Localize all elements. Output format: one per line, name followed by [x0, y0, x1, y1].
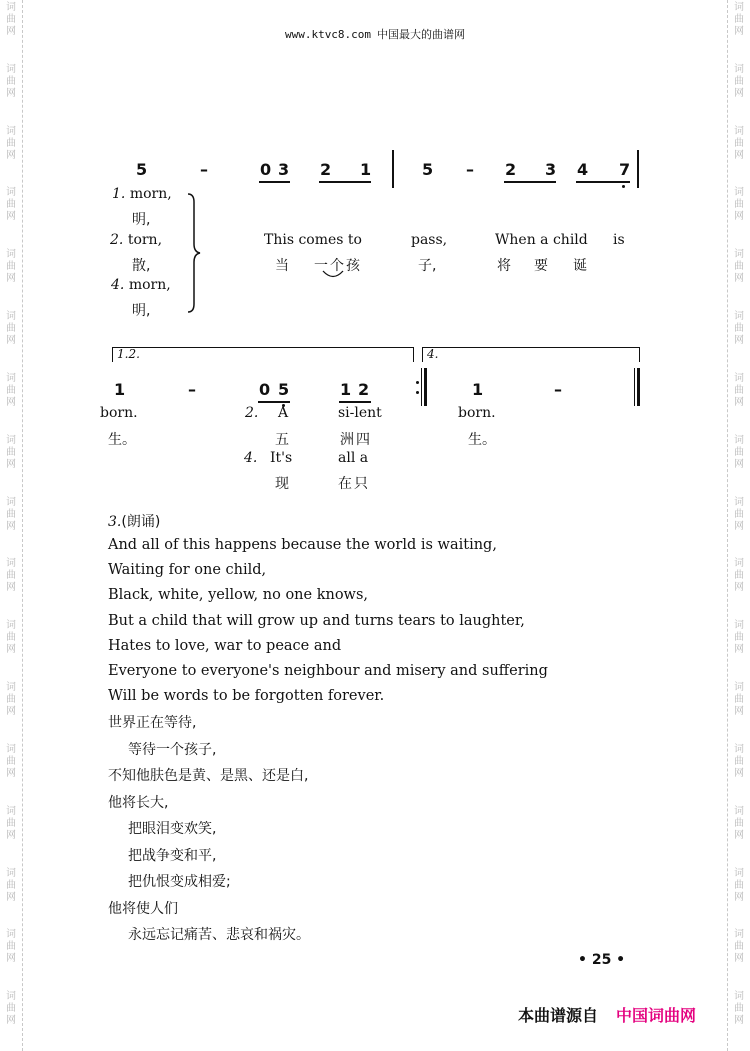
recitation-english	[108, 533, 548, 709]
recitation-chinese	[108, 710, 310, 949]
watermark-group	[734, 62, 744, 124]
watermark-char: 词	[734, 249, 744, 261]
underline	[259, 181, 290, 183]
watermark-char: 曲	[6, 14, 16, 25]
poem-line: 他将使人们	[108, 900, 178, 917]
lyric-cn: 一个孩	[314, 258, 362, 274]
watermark-char: 网	[6, 149, 16, 161]
watermark-char: 词	[6, 867, 16, 879]
watermark-char: 曲	[734, 879, 744, 891]
watermark-char: 曲	[734, 446, 744, 458]
poem-line: 等待一个孩子,	[128, 741, 217, 758]
watermark-char: 网	[734, 706, 744, 718]
watermark-group	[734, 742, 744, 804]
lyric-cn: 五	[275, 432, 289, 448]
brace-icon	[186, 192, 202, 314]
watermark-char: 网	[6, 1015, 16, 1027]
poem-line: Black, white, yellow, no one knows,	[108, 587, 369, 604]
watermark-char: 词	[6, 558, 16, 570]
watermark-char: 网	[734, 1015, 744, 1027]
watermark-char: 词	[734, 372, 744, 384]
watermark-char: 曲	[6, 137, 16, 149]
watermark-char: 网	[734, 335, 744, 347]
watermark-group	[6, 185, 16, 247]
watermark-char: 网	[6, 26, 16, 37]
watermark-char: 网	[6, 953, 16, 965]
note: 5	[422, 160, 434, 179]
watermark-char: 曲	[734, 14, 744, 25]
note: 2	[358, 380, 370, 399]
watermark-group	[6, 62, 16, 124]
underline	[339, 401, 371, 403]
verse-2-cn: 散,	[132, 258, 151, 274]
watermark-char: 词	[734, 805, 744, 817]
watermark-char: 词	[6, 496, 16, 508]
watermark-char: 曲	[734, 261, 744, 273]
watermark-char: 曲	[6, 446, 16, 458]
bar-line-thick	[637, 368, 640, 406]
lyric-en: born.	[458, 405, 496, 421]
lyric-en: It's	[270, 450, 293, 466]
watermark-char: 曲	[734, 75, 744, 87]
watermark-group	[6, 680, 16, 742]
watermark-group	[734, 495, 744, 557]
watermark-char: 网	[6, 273, 16, 285]
footer-site-link[interactable]: 中国词曲网	[616, 1006, 697, 1025]
watermark-char: 词	[734, 125, 744, 137]
verse-2-en: 2. torn,	[110, 232, 163, 248]
note: 5	[278, 380, 290, 399]
watermark-char: 网	[6, 706, 16, 718]
watermark-group	[734, 124, 744, 186]
watermark-char: 网	[6, 891, 16, 903]
watermark-char: 网	[734, 520, 744, 532]
poem-line: Everyone to everyone's neighbour and misery and suffering	[108, 663, 548, 680]
header-tagline: 中国最大的曲谱网	[377, 28, 466, 41]
watermark-char: 网	[6, 396, 16, 408]
watermark-char: 词	[6, 372, 16, 384]
watermark-char: 曲	[6, 199, 16, 211]
watermark-char: 网	[734, 458, 744, 470]
watermark-char: 曲	[6, 941, 16, 953]
lyric-en: all a	[338, 450, 369, 466]
low-octave-dot	[622, 185, 625, 188]
watermark-char: 曲	[734, 941, 744, 953]
note: 1	[472, 380, 484, 399]
poem-line: Will be words to be forgotten forever.	[108, 688, 385, 705]
page-header	[0, 26, 750, 42]
watermark-char: 曲	[734, 508, 744, 520]
watermark-char: 词	[734, 558, 744, 570]
underline	[258, 401, 290, 403]
watermark-char: 网	[734, 582, 744, 594]
verse-1-en: 1. morn,	[112, 186, 172, 202]
watermark-char: 曲	[734, 694, 744, 706]
watermark-char: 网	[734, 829, 744, 841]
watermark-char: 词	[734, 2, 744, 13]
lyric-en: born.	[100, 405, 138, 421]
watermark-char: 网	[6, 458, 16, 470]
watermark-char: 曲	[734, 384, 744, 396]
note: 2	[505, 160, 517, 179]
watermark-group	[6, 742, 16, 804]
bar-line	[421, 368, 422, 406]
watermark-group	[6, 371, 16, 433]
watermark-group	[6, 495, 16, 557]
watermark-char: 词	[6, 929, 16, 941]
dash: –	[554, 380, 562, 399]
lyric-en: pass,	[411, 232, 448, 248]
watermark-char: 曲	[6, 879, 16, 891]
underline	[576, 181, 630, 183]
watermark-char: 网	[734, 767, 744, 779]
lyric-en: When a child	[495, 232, 588, 248]
watermark-char: 网	[6, 335, 16, 347]
watermark-char: 网	[734, 87, 744, 99]
note: 1	[340, 380, 352, 399]
verse-4-cn: 明,	[132, 303, 151, 319]
watermark-group	[6, 804, 16, 866]
dash: –	[200, 160, 208, 179]
watermark-char: 网	[6, 829, 16, 841]
watermark-group	[734, 927, 744, 989]
watermark-char: 曲	[6, 694, 16, 706]
watermark-group	[734, 618, 744, 680]
watermark-char: 词	[734, 187, 744, 199]
poem-line: Waiting for one child,	[108, 562, 267, 579]
footer	[518, 1003, 696, 1026]
watermark-group	[6, 124, 16, 186]
watermark-char: 曲	[734, 632, 744, 644]
lyric-cn: 子,	[418, 258, 437, 274]
poem-line: 世界正在等待,	[108, 715, 197, 731]
watermark-group	[6, 618, 16, 680]
watermark-char: 曲	[6, 632, 16, 644]
watermark-char: 网	[6, 87, 16, 99]
watermark-group	[734, 680, 744, 742]
note: 1	[114, 380, 126, 399]
watermark-char: 曲	[6, 1003, 16, 1015]
watermark-char: 网	[734, 149, 744, 161]
volta-4: 4.	[422, 347, 640, 362]
watermark-group	[734, 185, 744, 247]
watermark-char: 词	[6, 805, 16, 817]
lyric-cn: 现	[275, 476, 289, 492]
watermark-char: 网	[734, 644, 744, 656]
watermark-char: 曲	[6, 755, 16, 767]
watermark-char: 曲	[6, 570, 16, 582]
bar-line	[634, 368, 635, 406]
watermark-group	[734, 371, 744, 433]
slur-icon	[322, 270, 344, 280]
watermark-char: 词	[734, 434, 744, 446]
watermark-group	[6, 866, 16, 928]
verse-1-cn: 明,	[132, 212, 151, 228]
watermark-char: 网	[6, 211, 16, 223]
watermark-char: 网	[6, 767, 16, 779]
watermark-char: 词	[734, 991, 744, 1003]
watermark-char: 曲	[734, 1003, 744, 1015]
watermark-char: 曲	[734, 137, 744, 149]
lyric-cn: 洲四	[340, 432, 372, 448]
watermark-char: 词	[6, 991, 16, 1003]
watermark-char: 词	[6, 2, 16, 13]
watermark-char: 词	[734, 620, 744, 632]
underline	[319, 181, 371, 183]
bar-line	[637, 150, 639, 188]
watermark-char: 曲	[734, 323, 744, 335]
recitation-label: 3.(朗诵)	[108, 514, 161, 530]
watermark-char: 词	[734, 311, 744, 323]
lyric-cn: 生。	[108, 432, 136, 448]
repeat-dot	[416, 391, 419, 394]
dash: –	[466, 160, 474, 179]
note: 5	[136, 160, 148, 179]
lyric-cn: 要	[534, 258, 548, 274]
note: 7	[619, 160, 631, 179]
note: 3	[545, 160, 557, 179]
watermark-char: 曲	[734, 199, 744, 211]
poem-line: 他将长大,	[108, 794, 169, 811]
watermark-char: 曲	[734, 570, 744, 582]
poem-line: 永远忘记痛苦、悲哀和祸灾。	[128, 927, 310, 943]
poem-line: 把眼泪变欢笑,	[128, 821, 217, 837]
verse-4-en: 4. morn,	[111, 277, 171, 293]
watermark-char: 词	[6, 63, 16, 75]
watermark-group	[734, 866, 744, 928]
watermark-char: 词	[734, 867, 744, 879]
lyric-en: is	[613, 232, 625, 248]
lyric-cn: 当	[275, 258, 289, 274]
watermark-char: 词	[6, 249, 16, 261]
note: 3	[278, 160, 290, 179]
repeat-dot	[416, 381, 419, 384]
note: 4	[577, 160, 589, 179]
page-number: • 25 •	[578, 952, 626, 968]
note: 0	[259, 380, 271, 399]
lyric-cn: 生。	[468, 432, 496, 448]
watermark-group	[734, 433, 744, 495]
left-margin-watermark	[0, 0, 23, 1051]
lyric-en: si-lent	[338, 405, 382, 421]
watermark-char: 曲	[6, 508, 16, 520]
watermark-char: 词	[734, 743, 744, 755]
poem-line: And all of this happens because the world is waiting,	[108, 537, 497, 553]
watermark-group	[6, 433, 16, 495]
watermark-char: 词	[734, 929, 744, 941]
poem-line: 把仇恨变成相爱;	[128, 874, 231, 890]
watermark-char: 曲	[6, 323, 16, 335]
watermark-char: 网	[734, 396, 744, 408]
lyric-en: This comes to	[264, 232, 362, 248]
watermark-group	[734, 989, 744, 1051]
watermark-group	[734, 247, 744, 309]
watermark-char: 词	[6, 187, 16, 199]
watermark-char: 词	[6, 434, 16, 446]
watermark-group	[6, 556, 16, 618]
watermark-char: 曲	[6, 384, 16, 396]
poem-line: Hates to love, war to peace and	[108, 637, 342, 654]
watermark-char: 词	[6, 743, 16, 755]
watermark-char: 网	[6, 520, 16, 532]
watermark-char: 网	[6, 644, 16, 656]
header-url[interactable]: www.ktvc8.com	[284, 28, 372, 41]
note: 2	[320, 160, 332, 179]
note: 0	[260, 160, 272, 179]
watermark-char: 词	[6, 682, 16, 694]
watermark-group	[734, 804, 744, 866]
verse-label: 4.	[244, 450, 258, 466]
watermark-group	[734, 309, 744, 371]
right-margin-watermark	[727, 0, 750, 1051]
watermark-char: 网	[734, 953, 744, 965]
bar-line	[392, 150, 394, 188]
watermark-char: 词	[734, 496, 744, 508]
watermark-char: 词	[734, 682, 744, 694]
lyric-cn: 在只	[338, 476, 370, 492]
watermark-char: 曲	[734, 817, 744, 829]
footer-source: 本曲谱源自	[518, 1006, 599, 1025]
watermark-group	[6, 989, 16, 1051]
lyric-en: A	[278, 405, 289, 421]
watermark-char: 网	[734, 273, 744, 285]
verse-label: 2.	[245, 405, 259, 421]
watermark-char: 曲	[6, 75, 16, 87]
watermark-char: 词	[6, 620, 16, 632]
note: 1	[360, 160, 372, 179]
dash: –	[188, 380, 196, 399]
watermark-group	[6, 927, 16, 989]
poem-line: 不知他肤色是黄、是黑、还是白,	[108, 768, 309, 784]
watermark-char: 词	[734, 63, 744, 75]
poem-line: But a child that will grow up and turns tears to laughter,	[108, 612, 525, 629]
watermark-char: 曲	[734, 755, 744, 767]
volta-1-2: 1.2.	[112, 347, 414, 362]
bar-line-thick	[424, 368, 427, 406]
watermark-char: 网	[734, 211, 744, 223]
watermark-char: 曲	[6, 817, 16, 829]
underline	[504, 181, 556, 183]
watermark-char: 网	[6, 582, 16, 594]
poem-line: 把战争变和平,	[128, 847, 217, 864]
lyric-cn: 将	[497, 258, 511, 274]
watermark-group	[6, 247, 16, 309]
lyric-cn: 诞	[573, 258, 587, 274]
watermark-char: 网	[734, 26, 744, 37]
watermark-group	[734, 556, 744, 618]
watermark-group	[6, 309, 16, 371]
watermark-char: 词	[6, 311, 16, 323]
watermark-char: 网	[734, 891, 744, 903]
watermark-char: 曲	[6, 261, 16, 273]
watermark-char: 词	[6, 125, 16, 137]
